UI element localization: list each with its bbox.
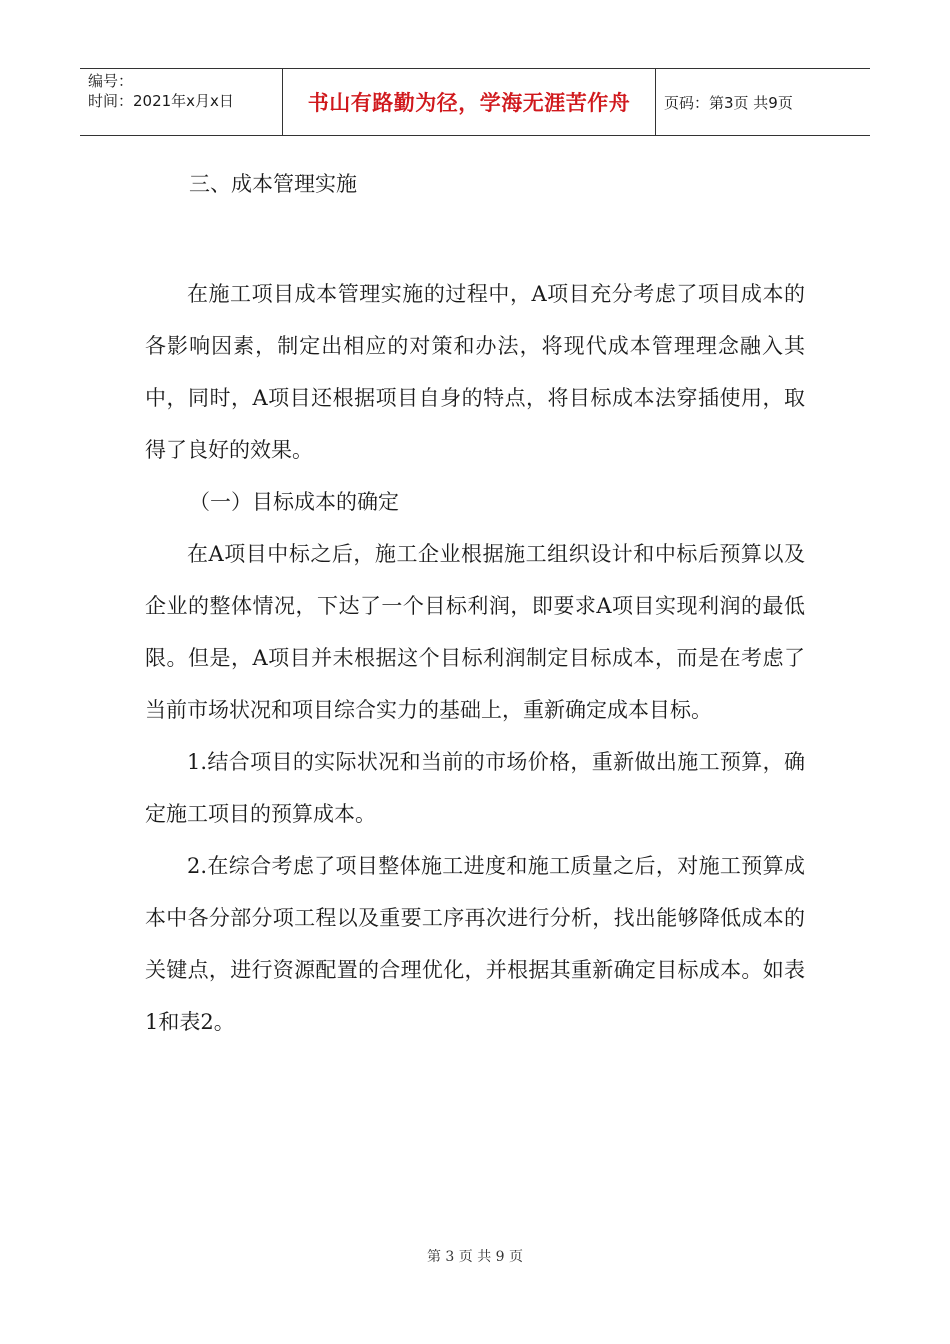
- header-page-code: 页码：第3页 共9页: [664, 93, 793, 112]
- list-item-2: 2.在综合考虑了项目整体施工进度和施工质量之后，对施工预算成本中各分部分项工程以及重要工序再次进行分析，找出能够降低成本的关键点，进行资源配置的合理优化，并根据其重新确定目标成本。如表1和表2。: [145, 854, 805, 1034]
- document-number-label: 编号：: [88, 72, 134, 90]
- subsection-heading: （一）目标成本的确定: [189, 490, 399, 514]
- spacer: [145, 210, 805, 268]
- header-page-cell: [656, 69, 870, 135]
- page-footer: 第 3 页 共 9 页: [426, 1249, 524, 1265]
- document-date: 时间：2021年x月x日: [88, 92, 234, 110]
- header-motto: 书山有路勤为径，学海无涯苦作舟: [307, 91, 631, 115]
- header-info-cell: [80, 69, 283, 135]
- target-cost-paragraph: 在A项目中标之后，施工企业根据施工组织设计和中标后预算以及企业的整体情况，下达了一个目标利润，即要求A项目实现利润的最低限。但是，A项目并未根据这个目标利润制定目标成本，而是在考虑了当前市场状况和项目综合实力的基础上，重新确定成本目标。: [145, 542, 805, 722]
- list-item-1: 1.结合项目的实际状况和当前的市场价格，重新做出施工预算，确定施工项目的预算成本。: [145, 750, 805, 826]
- document-header: [80, 68, 870, 136]
- section-heading: 三、成本管理实施: [189, 172, 357, 196]
- intro-paragraph: 在施工项目成本管理实施的过程中，A项目充分考虑了项目成本的各影响因素，制定出相应的对策和办法，将现代成本管理理念融入其中，同时，A项目还根据项目自身的特点，将目标成本法穿插使用，取得了良好的效果。: [145, 282, 805, 462]
- document-body: [145, 158, 805, 1048]
- header-motto-cell: [283, 69, 656, 135]
